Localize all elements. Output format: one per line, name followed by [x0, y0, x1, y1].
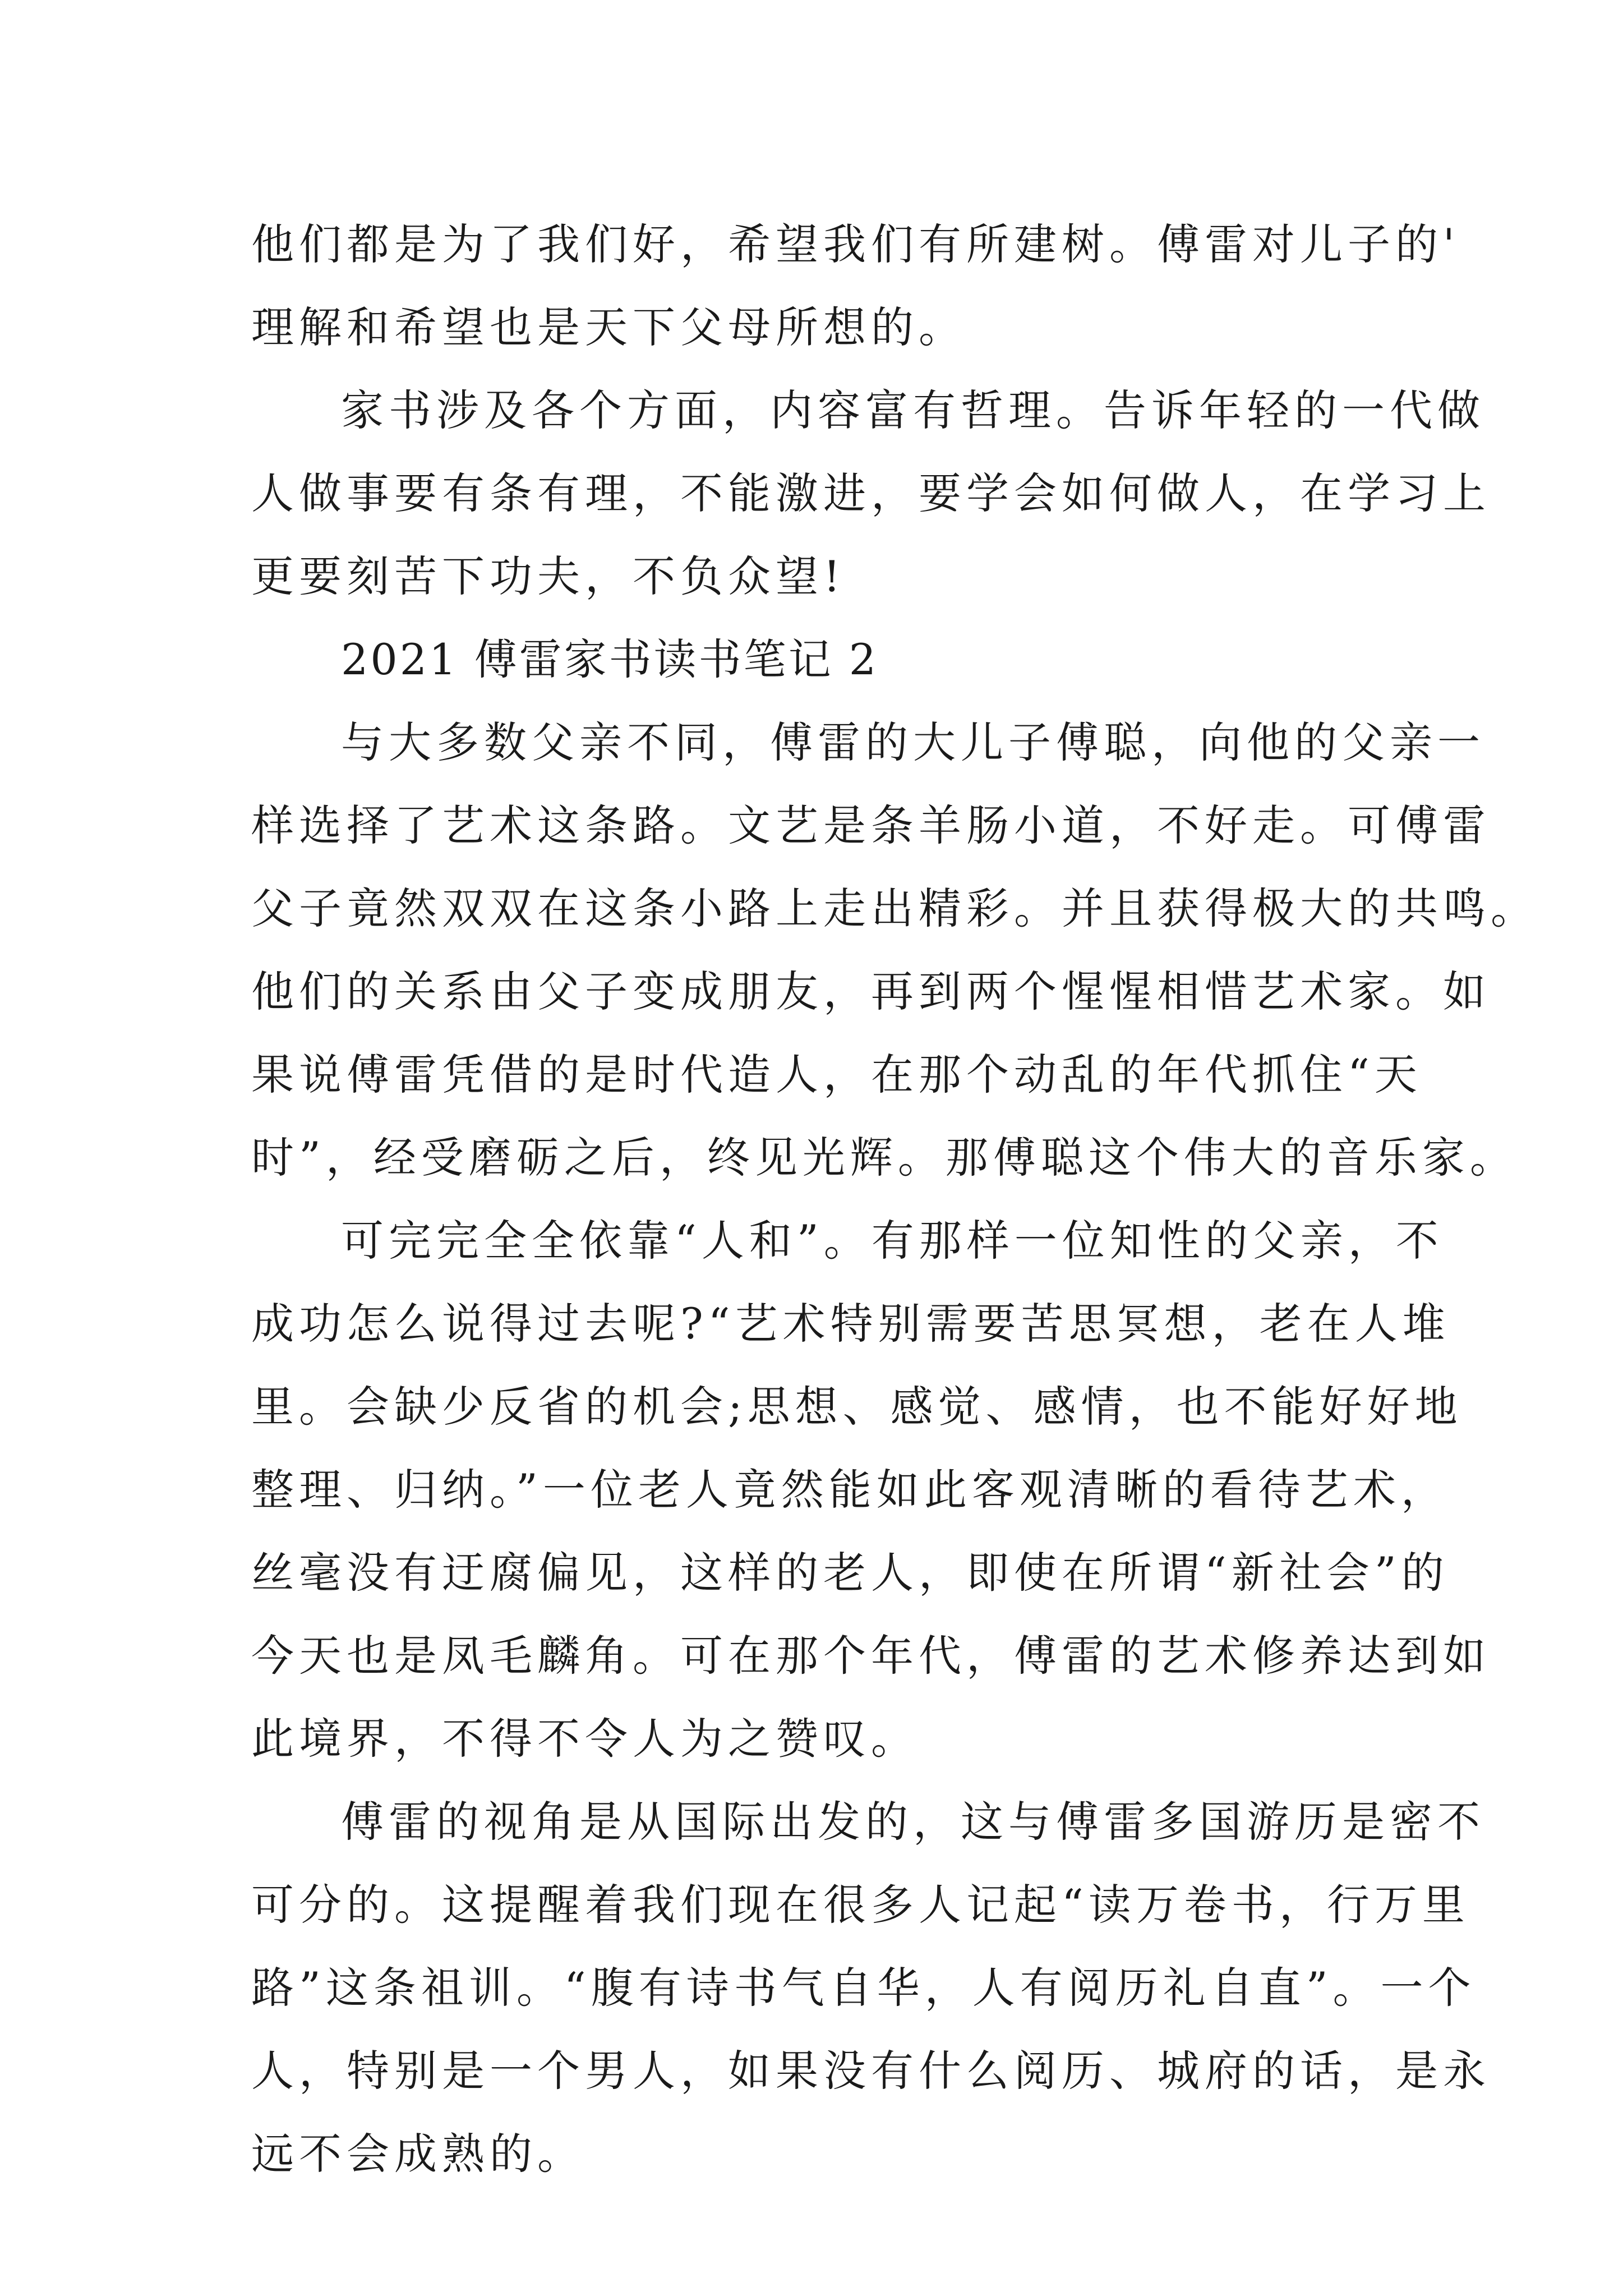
- text-line: 远不会成熟的。: [251, 2129, 585, 2179]
- text-line: 整理、归纳。”一位老人竟然能如此客观清晰的看待艺术，: [251, 1465, 1449, 1515]
- text-line: 成功怎么说得过去呢?“艺术特别需要苦思冥想，老在人堆: [251, 1299, 1450, 1349]
- text-line: 果说傅雷凭借的是时代造人，在那个动乱的年代抓住“天: [251, 1050, 1422, 1099]
- text-line: 可分的。这提醒着我们现在很多人记起“读万卷书，行万里: [251, 1880, 1470, 1930]
- text-line: 傅雷的视角是从国际出发的，这与傅雷多国游历是密不: [341, 1797, 1485, 1847]
- text-line: 与大多数父亲不同，傅雷的大儿子傅聪，向他的父亲一: [341, 717, 1485, 767]
- text-line: 样选择了艺术这条路。文艺是条羊肠小道，不好走。可傅雷: [251, 800, 1491, 850]
- paragraph: [251, 369, 1491, 618]
- text-line: 人，特别是一个男人，如果没有什么阅历、城府的话，是永: [251, 2046, 1491, 2096]
- text-line: 理解和希望也是天下父母所想的。: [251, 302, 966, 352]
- heading-text: 2021 傅雷家书读书笔记 2: [341, 634, 879, 684]
- paragraph-continuation: [251, 203, 1460, 369]
- text-line: 路”这条祖训。“腹有诗书气自华，人有阅历礼自直”。一个: [251, 1963, 1476, 2013]
- text-line: 更要刻苦下功夫，不负众望!: [251, 551, 846, 601]
- text-line: 人做事要有条有理，不能激进，要学会如何做人，在学习上: [251, 468, 1491, 518]
- section-heading: [251, 618, 1418, 701]
- paragraph: [251, 1199, 1491, 1780]
- text-line: 丝毫没有迂腐偏见，这样的老人，即使在所谓“新社会”的: [251, 1548, 1449, 1598]
- text-line: 时”，经受磨砺之后，终见光辉。那傅聪这个伟大的音乐家。: [251, 1133, 1518, 1182]
- text-line: 家书涉及各个方面，内容富有哲理。告诉年轻的一代做: [341, 385, 1485, 435]
- text-line: 他们都是为了我们好，希望我们有所建树。傅雷对儿子的': [251, 219, 1460, 269]
- text-line: 今天也是凤毛麟角。可在那个年代，傅雷的艺术修养达到如: [251, 1631, 1491, 1681]
- body-text: [251, 203, 1538, 2196]
- text-line: 他们的关系由父子变成朋友，再到两个惺惺相惜艺术家。如: [251, 967, 1491, 1016]
- paragraph: [251, 701, 1538, 1199]
- text-line: 里。会缺少反省的机会;思想、感觉、感情，也不能好好地: [251, 1382, 1463, 1432]
- paragraph: [251, 1780, 1491, 2196]
- text-line: 可完完全全依靠“人和”。有那样一位知性的父亲，不: [341, 1216, 1444, 1266]
- text-line: 此境界，不得不令人为之赞叹。: [251, 1714, 919, 1764]
- text-line: 父子竟然双双在这条小路上走出精彩。并且获得极大的共鸣。: [251, 884, 1538, 933]
